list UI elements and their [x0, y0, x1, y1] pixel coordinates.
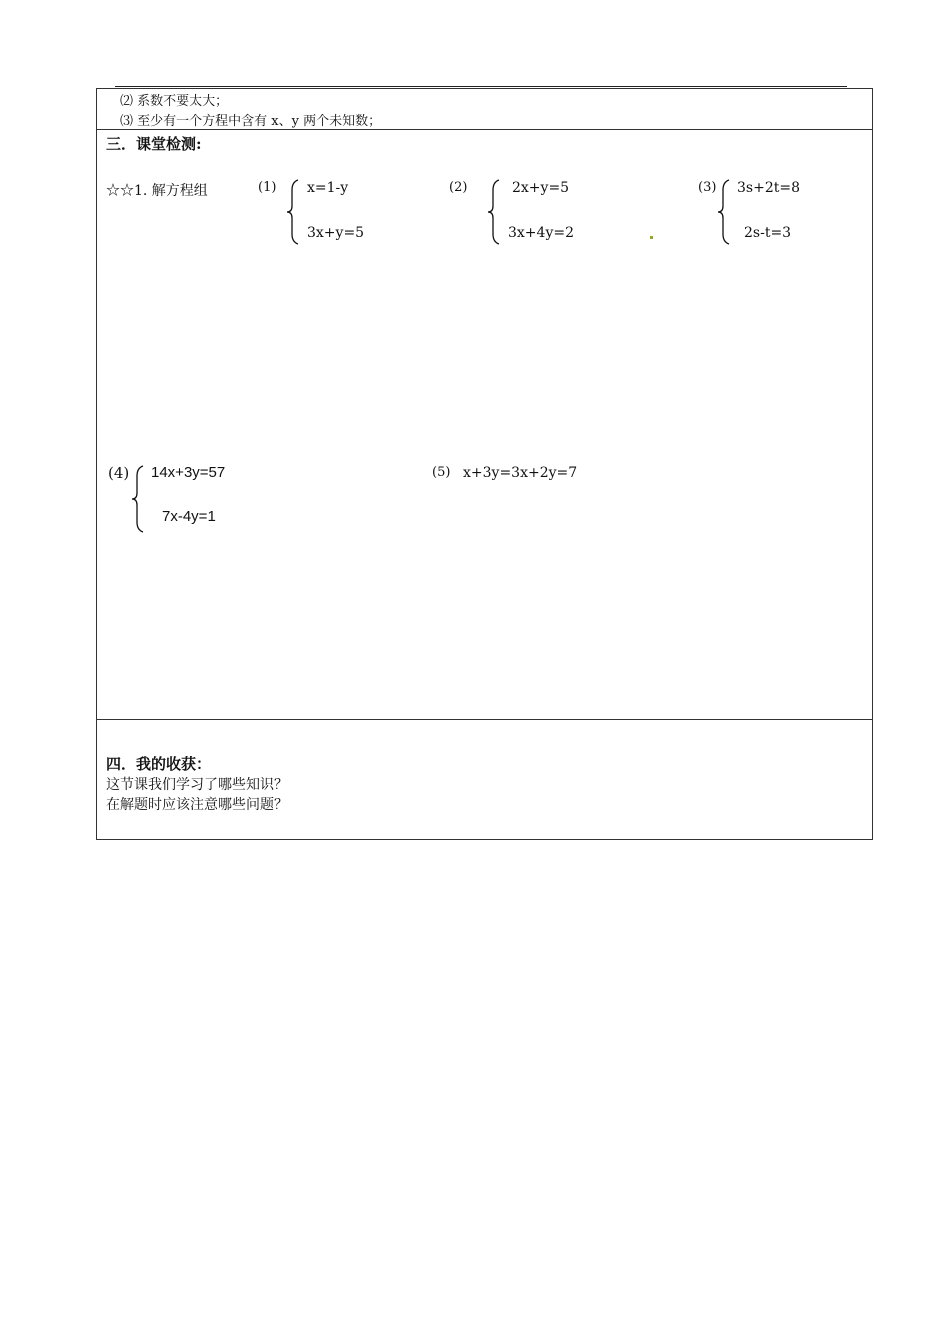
stray-dot	[650, 236, 653, 239]
problem-2-eq2: 3x+4y=2	[508, 225, 574, 241]
problem-3-number: (3)	[698, 180, 717, 195]
problem-4-eq2: 7x-4y=1	[162, 508, 216, 525]
section-heading-4: 四．我的收获：	[106, 755, 212, 773]
problem-3-eq1: 3s+2t=8	[737, 180, 800, 196]
brace-icon	[486, 178, 502, 246]
header-rule	[115, 86, 847, 87]
question-1-label: ☆☆1. 解方程组	[106, 183, 208, 199]
problem-2-eq1: 2x+y=5	[512, 180, 570, 196]
criteria-item-2: ⑵ 系数不要太大；	[120, 94, 229, 109]
problem-5-eq1: x+3y=3x+2y=7	[463, 465, 578, 481]
problem-2-number: (2)	[449, 180, 468, 195]
problem-5-number: (5)	[432, 465, 451, 480]
problem-1-eq1: x=1-y	[307, 180, 349, 196]
reflection-question-1: 这节课我们学习了哪些知识？	[106, 777, 288, 793]
problem-1-number: (1)	[258, 180, 277, 195]
brace-icon	[285, 178, 301, 246]
brace-icon	[130, 464, 146, 534]
brace-icon	[716, 178, 732, 246]
problem-4-number: (4)	[108, 464, 130, 482]
problem-4-eq1: 14x+3y=57	[151, 464, 226, 481]
problem-3-eq2: 2s-t=3	[744, 225, 792, 241]
criteria-item-3: ⑶ 至少有一个方程中含有 x、y 两个未知数；	[120, 114, 382, 129]
reflection-question-2: 在解题时应该注意哪些问题？	[106, 797, 288, 813]
section-heading-3: 三．课堂检测:	[106, 135, 202, 153]
row-divider	[96, 719, 873, 720]
problem-1-eq2: 3x+y=5	[307, 225, 365, 241]
row-divider	[96, 129, 873, 130]
